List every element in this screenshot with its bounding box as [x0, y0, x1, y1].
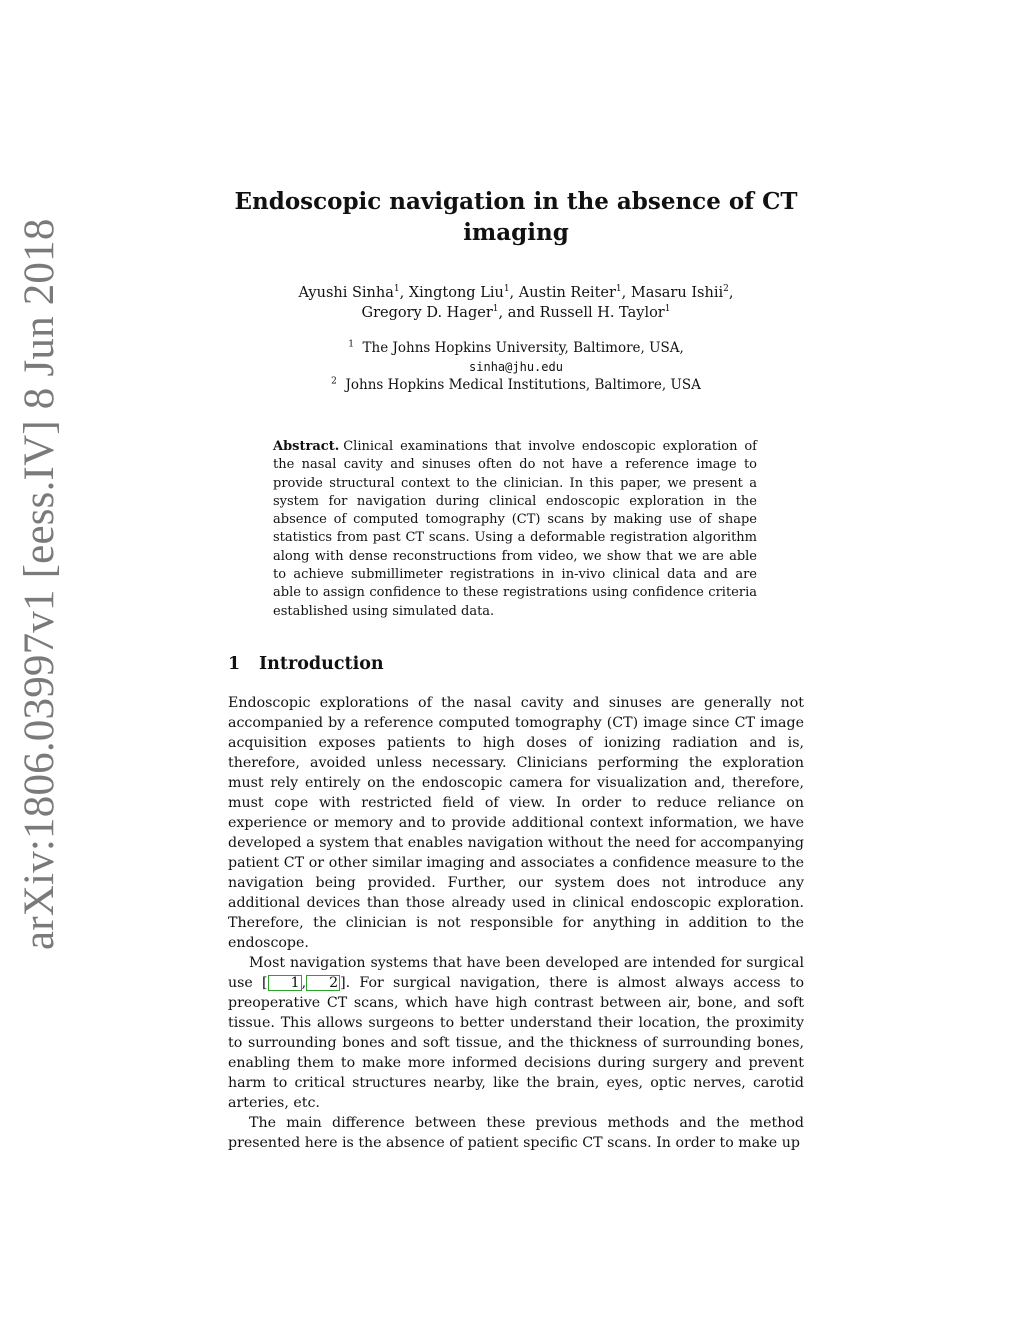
- citation-link[interactable]: 1: [268, 975, 302, 991]
- author-name: Austin Reiter: [518, 285, 616, 301]
- author-affiliation-mark: 1: [615, 284, 622, 295]
- author-name: Xingtong Liu: [408, 285, 504, 301]
- affiliation-block: [228, 339, 804, 395]
- paragraph: Endoscopic explorations of the nasal cavity and sinuses are generally not accompanied by a reference computed tomography (CT) image since CT image acquisition exposes patients to high doses of ionizing radiation and is, therefore, avoided unless necessary. Clinicians performing the exploration must rely entirely on the endoscopic camera for visualization and, therefore, must cope with restricted field of view. In order to reduce reliance on experience or memory and to provide additional context information, we have developed a system that enables navigation without the need for accompanying patient CT or other similar imaging and associates a confidence measure to the navigation being provided. Further, our system does not introduce any additional devices than those already used in clinical endoscopic exploration. Therefore, the clinician is not responsible for anything in addition to the endoscope.: [228, 695, 804, 951]
- paper-title: Endoscopic navigation in the absence of CT imaging: [234, 188, 798, 246]
- body-text: [228, 693, 804, 1153]
- author-list: Ayushi Sinha$^1$, Xingtong Liu$^1$, Austin Reiter$^1$, Masaru Ishii$^2$, Gregory D. Hager$^1$, and Russell H. Taylor$^1$: [298, 284, 734, 321]
- abstract: [273, 438, 757, 621]
- author-affiliation-mark: 1: [664, 304, 671, 315]
- author-name: Gregory D. Hager: [361, 305, 493, 321]
- abstract-label: Abstract.: [273, 439, 340, 454]
- author-name: Russell H. Taylor: [539, 305, 665, 321]
- author-email[interactable]: sinha@jhu.edu: [469, 359, 563, 374]
- abstract-text: Clinical examinations that involve endoscopic exploration of the nasal cavity and sinuses often do not have a reference image to provide structural context to the clinician. In this paper, we present a system for navigation during clinical endoscopic exploration in the absence of computed tomography (CT) scans by making use of shape statistics from past CT scans. Using a deformable registration algorithm along with dense reconstructions from video, we show that we are able to achieve submillimeter registrations in in-vivo clinical data and are able to assign confidence to these registrations using confidence criteria established using simulated data.: [273, 439, 757, 619]
- author-name: Ayushi Sinha: [298, 285, 394, 301]
- affiliation-line: $^1$ The Johns Hopkins University, Baltimore, USA,: [348, 339, 684, 356]
- section-title: Introduction: [259, 654, 384, 674]
- section-number: 1: [228, 654, 241, 674]
- citation-link[interactable]: 2: [306, 975, 340, 991]
- author-affiliation-mark: 2: [723, 284, 729, 295]
- author-name: Masaru Ishii: [630, 285, 724, 301]
- paragraph: Most navigation systems that have been developed are intended for surgical use [ 1 , 2 ]. For surgical navigation, there is almost always access to preoperative CT scans, which have high contrast between air, bone, and soft tissue. This allows surgeons to better understand their location, the proximity to surrounding bones and soft tissue, and the thickness of surrounding bones, enabling them to make more informed decisions during surgery and prevent harm to critical structures nearby, like the brain, eyes, optic nerves, carotid arteries, etc.: [228, 955, 804, 1111]
- author-affiliation-mark: 1: [492, 304, 499, 315]
- arxiv-identifier-stamp: arXiv:1806.03997v1 [eess.IV] 8 Jun 2018: [16, 218, 63, 950]
- paragraph: The main difference between these previous methods and the method presented here is the absence of patient specific CT scans. In order to make up: [228, 1115, 804, 1151]
- section-heading: [228, 653, 384, 675]
- author-affiliation-mark: 1: [393, 284, 400, 295]
- author-affiliation-mark: 1: [503, 284, 510, 295]
- affiliation-line: $^2$ Johns Hopkins Medical Institutions, Baltimore, USA: [331, 376, 701, 393]
